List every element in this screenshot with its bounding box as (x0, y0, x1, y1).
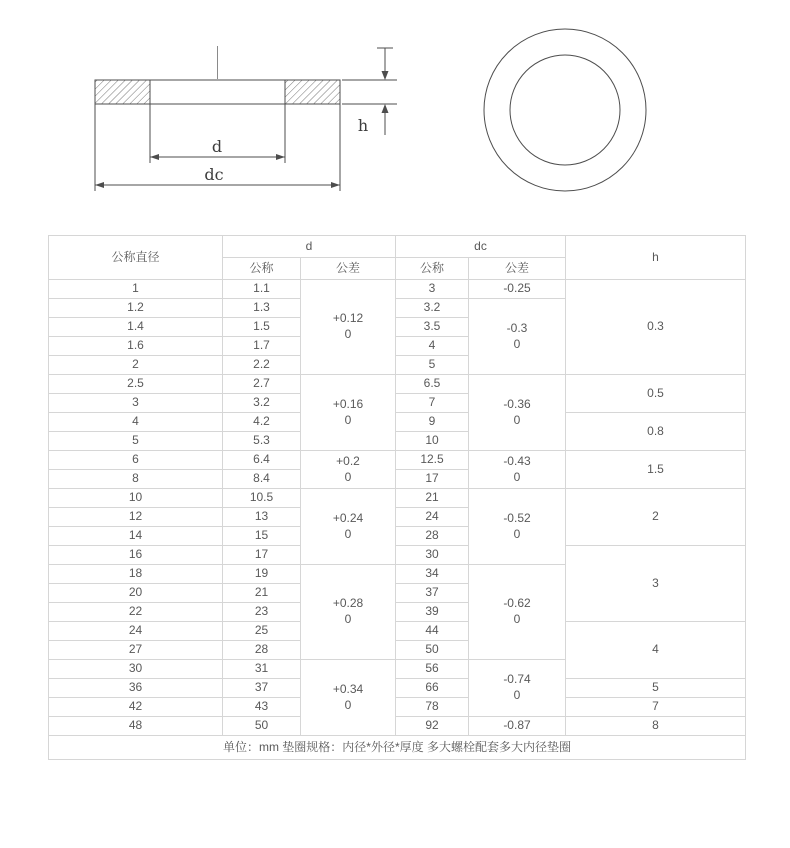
cell-h: 5 (566, 679, 746, 698)
cell-d-nominal: 13 (223, 508, 301, 527)
cell-dc-nominal: 12.5 (396, 451, 469, 470)
cell-d-nominal: 23 (223, 603, 301, 622)
cell-d-nominal: 31 (223, 660, 301, 679)
cell-nominal-diameter: 5 (49, 432, 223, 451)
cell-dc-nominal: 4 (396, 337, 469, 356)
table-row (49, 622, 746, 641)
cell-dc-nominal: 17 (396, 470, 469, 489)
cell-d-nominal: 21 (223, 584, 301, 603)
cell-nominal-diameter: 22 (49, 603, 223, 622)
cell-dc-nominal: 50 (396, 641, 469, 660)
cell-nominal-diameter: 1.6 (49, 337, 223, 356)
cell-dc-nominal: 3.2 (396, 299, 469, 318)
arrowhead (382, 71, 389, 80)
header-nominal-diameter: 公称直径 (49, 236, 223, 280)
cell-d-nominal: 2.7 (223, 375, 301, 394)
cell-d-nominal: 3.2 (223, 394, 301, 413)
cell-d-nominal: 5.3 (223, 432, 301, 451)
cell-nominal-diameter: 18 (49, 565, 223, 584)
header-d: d (223, 236, 396, 258)
cell-dc-tolerance: -0.43 0 (469, 451, 566, 489)
cell-nominal-diameter: 10 (49, 489, 223, 508)
cell-nominal-diameter: 27 (49, 641, 223, 660)
cell-h: 8 (566, 717, 746, 736)
label-d: d (211, 137, 223, 156)
cell-d-nominal: 6.4 (223, 451, 301, 470)
cell-h: 0.5 (566, 375, 746, 413)
cell-d-nominal: 28 (223, 641, 301, 660)
hatched-section-left (95, 80, 150, 104)
table-row (49, 451, 746, 470)
cell-dc-nominal: 44 (396, 622, 469, 641)
cell-dc-nominal: 66 (396, 679, 469, 698)
cell-nominal-diameter: 6 (49, 451, 223, 470)
table-row (49, 489, 746, 508)
label-h: h (357, 116, 369, 135)
cell-nominal-diameter: 1.2 (49, 299, 223, 318)
cell-nominal-diameter: 30 (49, 660, 223, 679)
table-footer-note: 单位：mm 垫圈规格：内径*外径*厚度 多大螺栓配套多大内径垫圈 (49, 736, 746, 760)
cell-nominal-diameter: 8 (49, 470, 223, 489)
cell-nominal-diameter: 36 (49, 679, 223, 698)
cell-h: 1.5 (566, 451, 746, 489)
cell-nominal-diameter: 1.4 (49, 318, 223, 337)
cell-nominal-diameter: 16 (49, 546, 223, 565)
arrowhead (382, 104, 389, 113)
header-row-1 (49, 236, 746, 258)
cell-h: 0.8 (566, 413, 746, 451)
subheader-d-tolerance: 公差 (301, 258, 396, 280)
arrowhead (276, 154, 285, 160)
cell-dc-nominal: 10 (396, 432, 469, 451)
cell-d-nominal: 1.1 (223, 280, 301, 299)
cell-dc-nominal: 92 (396, 717, 469, 736)
cell-nominal-diameter: 12 (49, 508, 223, 527)
cell-dc-nominal: 3.5 (396, 318, 469, 337)
cell-d-nominal: 50 (223, 717, 301, 736)
cell-dc-tolerance: -0.52 0 (469, 489, 566, 565)
arrowhead (150, 154, 159, 160)
cell-d-nominal: 1.5 (223, 318, 301, 337)
cell-d-nominal: 2.2 (223, 356, 301, 375)
cell-h: 7 (566, 698, 746, 717)
table-row (49, 375, 746, 394)
cell-dc-nominal: 21 (396, 489, 469, 508)
cell-dc-tolerance: -0.3 0 (469, 299, 566, 375)
outer-circle (484, 29, 646, 191)
cell-nominal-diameter: 2.5 (49, 375, 223, 394)
cell-d-nominal: 17 (223, 546, 301, 565)
cell-d-nominal: 43 (223, 698, 301, 717)
subheader-dc-nominal: 公称 (396, 258, 469, 280)
cell-d-tolerance: +0.2 0 (301, 451, 396, 489)
cell-nominal-diameter: 14 (49, 527, 223, 546)
table-row (49, 546, 746, 565)
table-row (49, 698, 746, 717)
cell-nominal-diameter: 2 (49, 356, 223, 375)
table-header (49, 236, 746, 280)
cell-nominal-diameter: 20 (49, 584, 223, 603)
cell-d-nominal: 1.7 (223, 337, 301, 356)
cell-dc-nominal: 37 (396, 584, 469, 603)
cell-nominal-diameter: 24 (49, 622, 223, 641)
header-dc: dc (396, 236, 566, 258)
cell-dc-nominal: 78 (396, 698, 469, 717)
cell-d-tolerance: +0.16 0 (301, 375, 396, 451)
technical-drawings (0, 0, 790, 220)
cell-d-nominal: 10.5 (223, 489, 301, 508)
cell-dc-nominal: 28 (396, 527, 469, 546)
cell-d-tolerance: +0.34 0 (301, 660, 396, 736)
cell-nominal-diameter: 1 (49, 280, 223, 299)
cell-dc-tolerance: -0.25 (469, 280, 566, 299)
table-row (49, 413, 746, 432)
cell-nominal-diameter: 48 (49, 717, 223, 736)
cell-dc-nominal: 34 (396, 565, 469, 584)
subheader-d-nominal: 公称 (223, 258, 301, 280)
header-h: h (566, 236, 746, 280)
cell-d-nominal: 25 (223, 622, 301, 641)
inner-circle (510, 55, 620, 165)
cell-dc-tolerance: -0.62 0 (469, 565, 566, 660)
cell-nominal-diameter: 42 (49, 698, 223, 717)
cell-h: 3 (566, 546, 746, 622)
hatched-section-right (285, 80, 340, 104)
cell-nominal-diameter: 4 (49, 413, 223, 432)
cell-h: 4 (566, 622, 746, 679)
cell-h: 0.3 (566, 280, 746, 375)
cell-d-tolerance: +0.24 0 (301, 489, 396, 565)
cell-d-nominal: 4.2 (223, 413, 301, 432)
cell-dc-nominal: 3 (396, 280, 469, 299)
cell-dc-nominal: 56 (396, 660, 469, 679)
cell-d-nominal: 37 (223, 679, 301, 698)
cell-dc-nominal: 7 (396, 394, 469, 413)
washer-cross-section-drawing (95, 46, 397, 191)
cell-d-tolerance: +0.28 0 (301, 565, 396, 660)
table-row (49, 679, 746, 698)
cell-d-tolerance: +0.12 0 (301, 280, 396, 375)
footer-row (49, 736, 746, 760)
cell-dc-tolerance: -0.87 (469, 717, 566, 736)
subheader-dc-tolerance: 公差 (469, 258, 566, 280)
cell-d-nominal: 19 (223, 565, 301, 584)
dimension-table (48, 235, 746, 760)
arrowhead (331, 182, 340, 188)
arrowhead (95, 182, 104, 188)
cell-dc-nominal: 30 (396, 546, 469, 565)
cell-nominal-diameter: 3 (49, 394, 223, 413)
cell-h: 2 (566, 489, 746, 546)
cell-dc-nominal: 24 (396, 508, 469, 527)
table-footer (49, 736, 746, 760)
cell-d-nominal: 15 (223, 527, 301, 546)
cell-dc-tolerance: -0.74 0 (469, 660, 566, 717)
washer-top-view-drawing (484, 29, 646, 191)
cell-dc-nominal: 5 (396, 356, 469, 375)
cell-dc-nominal: 6.5 (396, 375, 469, 394)
cell-d-nominal: 8.4 (223, 470, 301, 489)
cell-dc-nominal: 9 (396, 413, 469, 432)
cell-dc-nominal: 39 (396, 603, 469, 622)
table-row (49, 280, 746, 299)
cell-dc-tolerance: -0.36 0 (469, 375, 566, 451)
table-row (49, 717, 746, 736)
spec-table-body (49, 280, 746, 736)
cell-d-nominal: 1.3 (223, 299, 301, 318)
label-dc: dc (204, 165, 224, 184)
